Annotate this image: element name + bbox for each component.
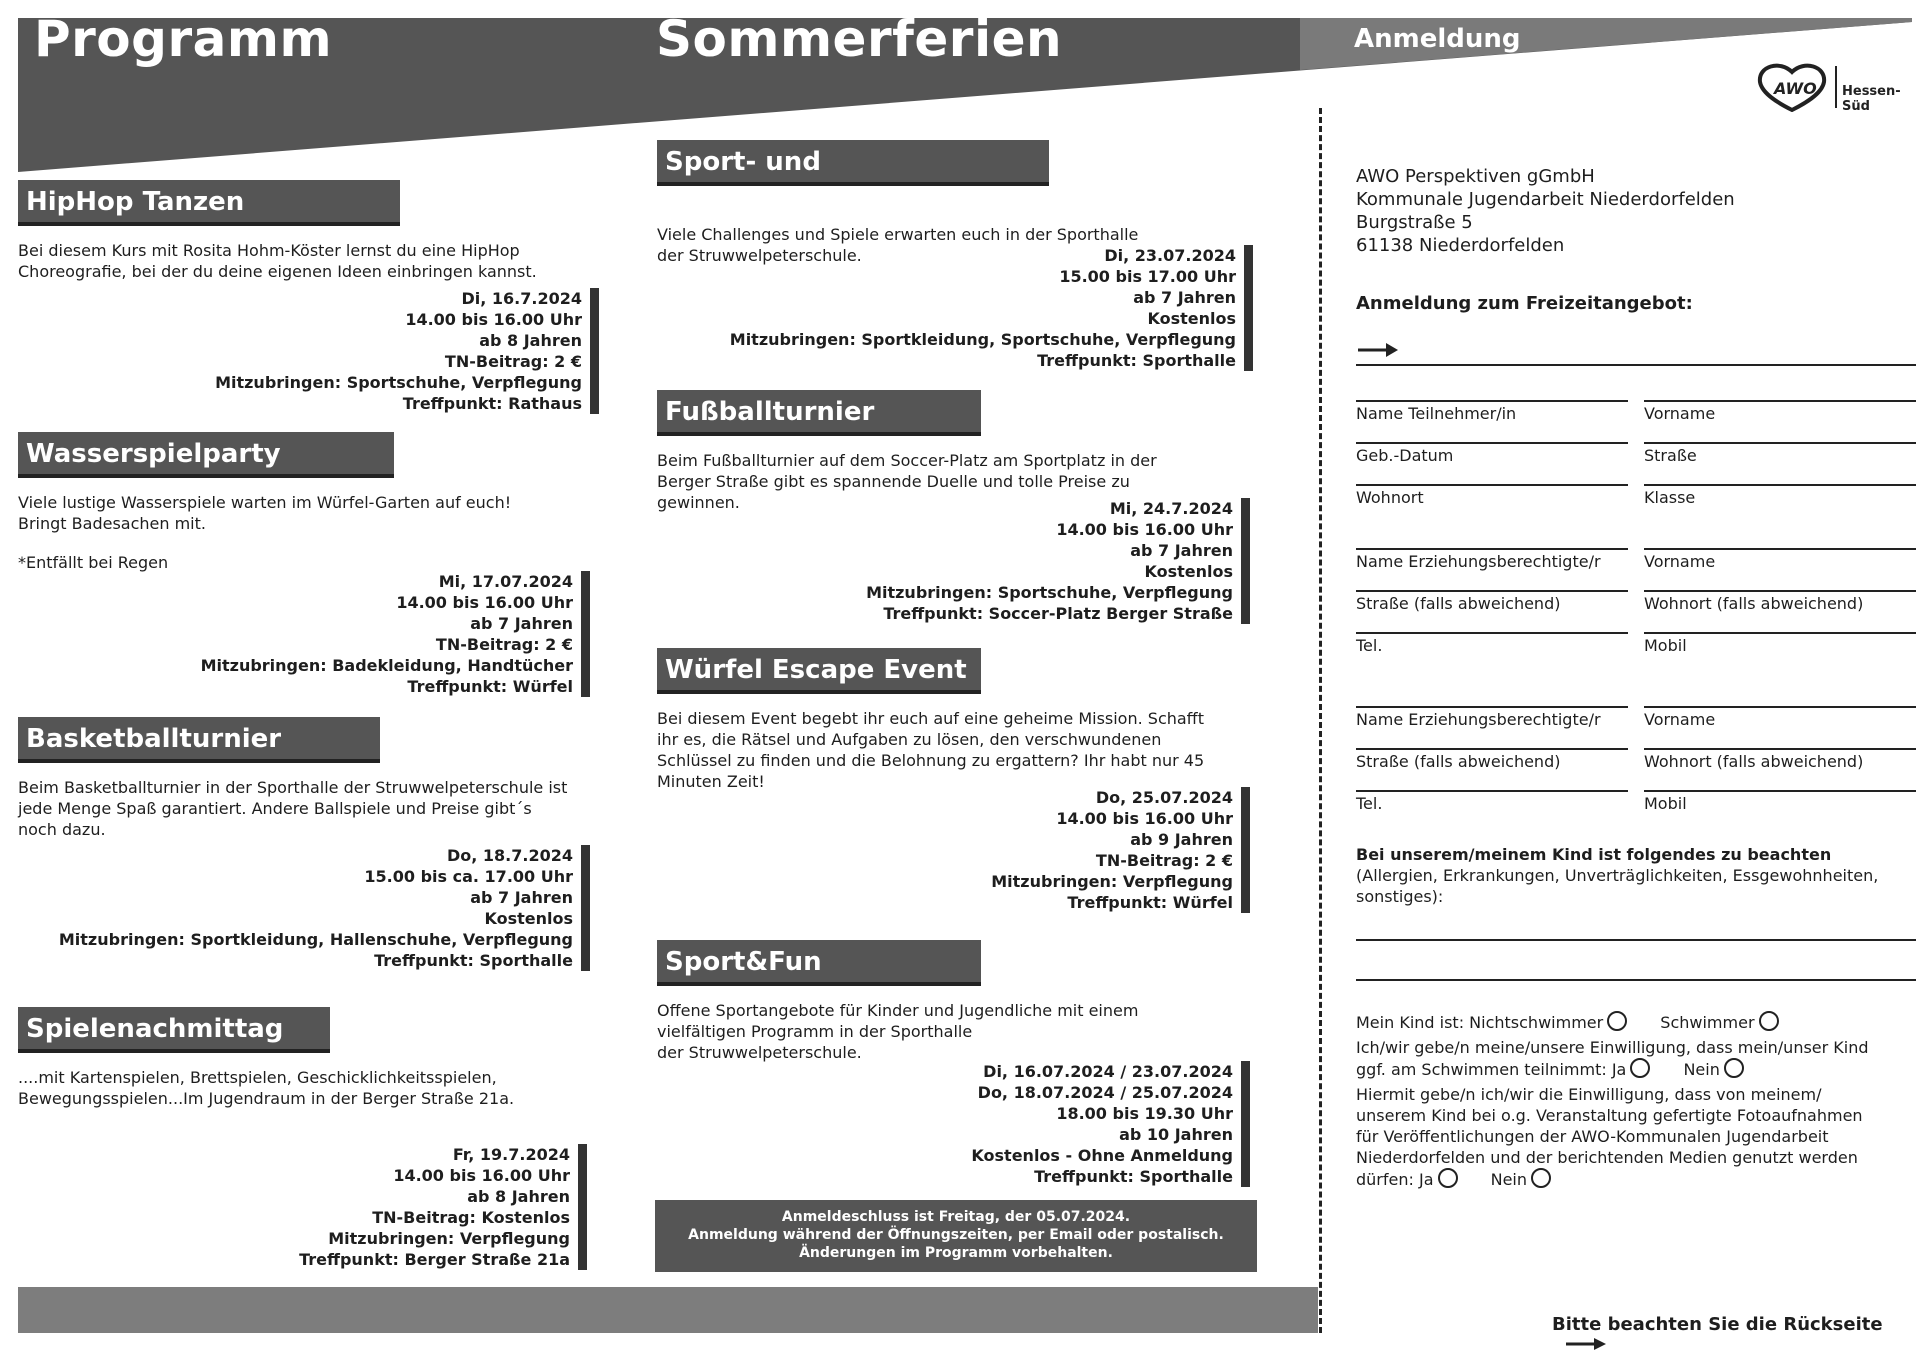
- event-spielenachmittag: [18, 1007, 618, 1109]
- offer-input[interactable]: [1356, 336, 1916, 366]
- participant-fields: [1356, 400, 1916, 526]
- guardian2-name-field[interactable]: Name Erziehungsberechtigte/r: [1356, 706, 1628, 748]
- event-description: Beim Basketballturnier in der Sporthalle der Struwwelpeterschule ist jede Menge Spaß garantiert. Andere Ballspiele und Preise gibt´s noch dazu.: [18, 778, 568, 839]
- guardian2-mobile-field[interactable]: Mobil: [1644, 790, 1916, 832]
- guardian2-street-field[interactable]: Straße (falls abweichend): [1356, 748, 1628, 790]
- street-field[interactable]: Straße: [1644, 442, 1916, 484]
- guardian1-name-field[interactable]: Name Erziehungsberechtigte/r: [1356, 548, 1628, 590]
- participant-name-field[interactable]: Name Teilnehmer/in: [1356, 400, 1628, 442]
- event-details: Fr, 19.7.2024 14.00 bis 16.00 Uhr ab 8 Jahren TN-Beitrag: Kostenlos Mitzubringen: Verpflegung Treffpunkt: Berger Straße 21a: [299, 1144, 587, 1270]
- registration-form: [1356, 165, 1916, 1190]
- swim-yes-radio[interactable]: [1630, 1058, 1650, 1078]
- participant-firstname-field[interactable]: Vorname: [1644, 400, 1916, 442]
- event-wuerfel-escape: [657, 648, 1257, 792]
- logo-subtitle: Hessen-Süd: [1842, 84, 1901, 114]
- event-description: Viele lustige Wasserspiele warten im Würfel-Garten auf euch! Bringt Badesachen mit.: [18, 493, 512, 533]
- event-details: Do, 18.7.2024 15.00 bis ca. 17.00 Uhr ab 7 Jahren Kostenlos Mitzubringen: Sportkleidung, Hallenschuhe, Verpflegung Treffpunkt: Sporthalle: [59, 845, 590, 971]
- event-description: Bei diesem Kurs mit Rosita Hohm-Köster lernst du eine HipHop Choreografie, bei der du deine eigenen Ideen einbringen kannst.: [18, 241, 537, 281]
- swim-consent: Ich/wir gebe/n meine/unsere Einwilligung, dass mein/unser Kind ggf. am Schwimmen teilnimmt: Ja Nein: [1356, 1038, 1869, 1079]
- header-left-title: Programm: [34, 10, 333, 68]
- event-title: Wasserspielparty: [18, 432, 394, 478]
- event-wasserspielparty: [18, 432, 618, 573]
- event-description: Beim Fußballturnier auf dem Soccer-Platz am Sportplatz in der Berger Straße gibt es spannende Duelle und tolle Preise zu gewinnen.: [657, 451, 1157, 512]
- bottom-band: [18, 1287, 1318, 1333]
- event-title: Sport&Fun: [657, 940, 981, 986]
- event-basketballturnier: [18, 717, 618, 840]
- event-details: Di, 23.07.2024 15.00 bis 17.00 Uhr ab 7 Jahren Kostenlos Mitzubringen: Sportkleidung, Sportschuhe, Verpflegung Treffpunkt: Sporthalle: [730, 245, 1253, 371]
- logo-text: AWO: [1774, 79, 1817, 98]
- swimmer-row: Mein Kind ist: Nichtschwimmer Schwimmer: [1356, 1011, 1916, 1033]
- event-fussballturnier: [657, 390, 1257, 513]
- nonswimmer-radio[interactable]: [1607, 1011, 1627, 1031]
- event-title: Würfel Escape Event: [657, 648, 981, 694]
- event-title: Basketballturnier: [18, 717, 380, 763]
- event-description: Viele Challenges und Spiele erwarten euch in der Sporthalle der Struwwelpeterschule.: [657, 225, 1139, 265]
- care-notes-line-1[interactable]: [1356, 907, 1916, 941]
- event-title: HipHop Tanzen: [18, 180, 400, 226]
- event-note: *Entfällt bei Regen: [18, 553, 169, 572]
- cut-line: [1319, 108, 1322, 1333]
- event-details: Mi, 24.7.2024 14.00 bis 16.00 Uhr ab 7 Jahren Kostenlos Mitzubringen: Sportschuhe, Verpflegung Treffpunkt: Soccer-Platz Berger Straße: [866, 498, 1250, 624]
- event-details: Di, 16.7.2024 14.00 bis 16.00 Uhr ab 8 Jahren TN-Beitrag: 2 € Mitzubringen: Sportschuhe, Verpflegung Treffpunkt: Rathaus: [215, 288, 599, 414]
- registration-notice: Anmeldeschluss ist Freitag, der 05.07.2024. Anmeldung während der Öffnungszeiten, per Email oder postalisch. Änderungen im Programm vorbehalten.: [655, 1200, 1257, 1272]
- event-hiphop: [18, 180, 618, 282]
- header-middle-title: Sommerferien: [656, 10, 1063, 68]
- header-right-title: Anmeldung: [1354, 24, 1521, 54]
- event-title: Fußballturnier: [657, 390, 981, 436]
- event-details: Di, 16.07.2024 / 23.07.2024 Do, 18.07.2024 / 25.07.2024 18.00 bis 19.30 Uhr ab 10 Jahren Kostenlos - Ohne Anmeldung Treffpunkt: Sporthalle: [971, 1061, 1250, 1187]
- swim-no-radio[interactable]: [1724, 1058, 1744, 1078]
- event-title: Sport- und Spielenachmittag: [657, 140, 1049, 186]
- event-title: Spielenachmittag: [18, 1007, 330, 1053]
- address-block: AWO Perspektiven gGmbH Kommunale Jugendarbeit Niederdorfelden Burgstraße 5 61138 Niederdorfelden: [1356, 166, 1735, 256]
- photo-no-radio[interactable]: [1531, 1168, 1551, 1188]
- arrow-right-icon: [1356, 340, 1400, 360]
- photo-consent: Hiermit gebe/n ich/wir die Einwilligung, dass von meinem/ unserem Kind bei o.g. Veranstaltung gefertigte Fotoaufnahmen für Veröffentlichungen der AWO-Kommunalen Jugendarbeit Niederdorfelden und der berichtenden Medien genutzt werden dürfen: Ja Nein: [1356, 1085, 1863, 1189]
- city-field[interactable]: Wohnort: [1356, 484, 1628, 526]
- swimmer-radio[interactable]: [1759, 1011, 1779, 1031]
- back-side-note: Bitte beachten Sie die Rückseite: [1552, 1314, 1920, 1356]
- guardian1-mobile-field[interactable]: Mobil: [1644, 632, 1916, 674]
- guardian2-firstname-field[interactable]: Vorname: [1644, 706, 1916, 748]
- event-sport-fun: [657, 940, 1257, 1063]
- event-description: ....mit Kartenspielen, Brettspielen, Geschicklichkeitsspielen, Bewegungsspielen...Im Jugendraum in der Berger Straße 21a.: [18, 1068, 515, 1108]
- guardian2-city-field[interactable]: Wohnort (falls abweichend): [1644, 748, 1916, 790]
- guardian2-phone-field[interactable]: Tel.: [1356, 790, 1628, 832]
- guardian1-fields: [1356, 548, 1916, 674]
- event-description: Offene Sportangebote für Kinder und Jugendliche mit einem vielfältigen Programm in der Sporthalle der Struwwelpeterschule.: [657, 1001, 1139, 1062]
- arrow-right-icon: [1564, 1336, 1608, 1352]
- guardian2-fields: [1356, 706, 1916, 832]
- care-notes-label: Bei unserem/meinem Kind ist folgendes zu beachten (Allergien, Erkrankungen, Unverträglichkeiten, Essgewohnheiten, sonstiges):: [1356, 845, 1879, 906]
- guardian1-firstname-field[interactable]: Vorname: [1644, 548, 1916, 590]
- event-details: Mi, 17.07.2024 14.00 bis 16.00 Uhr ab 7 Jahren TN-Beitrag: 2 € Mitzubringen: Badekleidung, Handtücher Treffpunkt: Würfel: [201, 571, 590, 697]
- class-field[interactable]: Klasse: [1644, 484, 1916, 526]
- care-notes-line-2[interactable]: [1356, 941, 1916, 981]
- event-description: Bei diesem Event begebt ihr euch auf eine geheime Mission. Schafft ihr es, die Rätsel und Aufgaben zu lösen, den verschwundenen Schlüssel zu finden und die Belohnung zu ergattern? Ihr habt nur 45 Minuten Zeit!: [657, 709, 1205, 791]
- photo-yes-radio[interactable]: [1438, 1168, 1458, 1188]
- event-details: Do, 25.07.2024 14.00 bis 16.00 Uhr ab 9 Jahren TN-Beitrag: 2 € Mitzubringen: Verpflegung Treffpunkt: Würfel: [991, 787, 1250, 913]
- birthdate-field[interactable]: Geb.-Datum: [1356, 442, 1628, 484]
- form-title: Anmeldung zum Freizeitangebot:: [1356, 293, 1693, 314]
- guardian1-phone-field[interactable]: Tel.: [1356, 632, 1628, 674]
- guardian1-street-field[interactable]: Straße (falls abweichend): [1356, 590, 1628, 632]
- guardian1-city-field[interactable]: Wohnort (falls abweichend): [1644, 590, 1916, 632]
